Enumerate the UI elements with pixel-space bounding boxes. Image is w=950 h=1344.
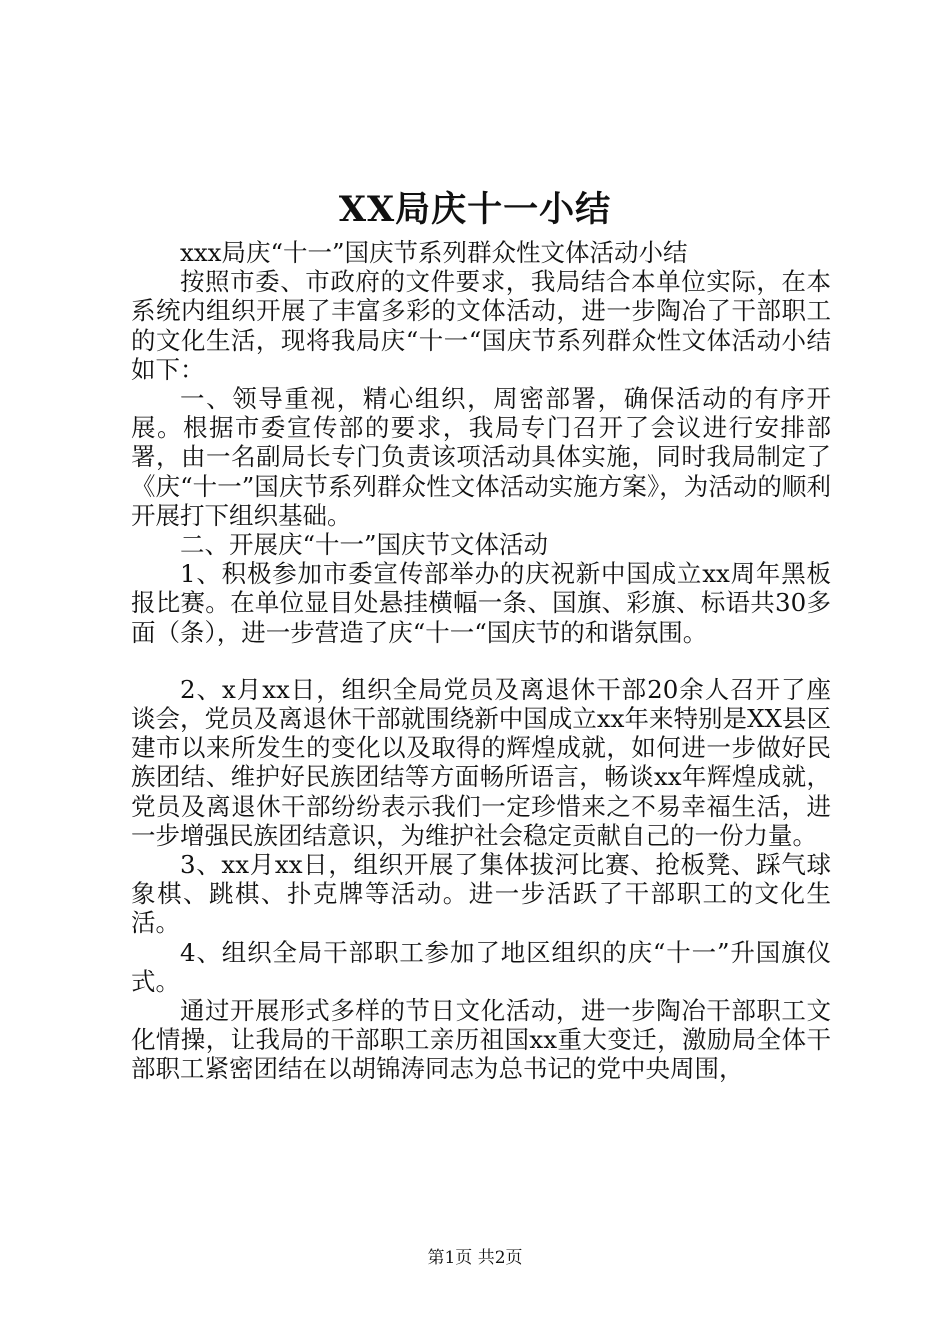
page-number-footer: 第1页 共2页 [427, 1248, 523, 1268]
item-four-paragraph: 4、组织全局干部职工参加了地区组织的庆“十一”升国旗仪式。 [131, 937, 831, 996]
document-title: XX局庆十一小结 [338, 189, 612, 230]
intro-paragraph: 按照市委、市政府的文件要求，我局结合本单位实际，在本系统内组织开展了丰富多彩的文体活动，进一步陶冶了干部职工的文化生活，现将我局庆“十一“国庆节系列群众性文体活动小结如下： [131, 267, 831, 384]
subtitle-paragraph: xxx局庆“十一”国庆节系列群众性文体活动小结 [180, 238, 688, 267]
document-body [131, 238, 831, 1084]
item-three-paragraph: 3、xx月xx日，组织开展了集体拔河比赛、抢板凳、踩气球象棋、跳棋、扑克牌等活动。进一步活跃了干部职工的文化生活。 [131, 850, 831, 938]
item-one-paragraph: 1、积极参加市委宣传部举办的庆祝新中国成立xx周年黑板报比赛。在单位显目处悬挂横幅一条、国旗、彩旗、标语共30多面（条），进一步营造了庆“十一“国庆节的和谐氛围。 [131, 559, 831, 647]
item-two-paragraph: 2、x月xx日，组织全局党员及离退休干部20余人召开了座谈会，党员及离退休干部就围绕新中国成立xx年来特别是XX县区建市以来所发生的变化以及取得的辉煌成就，如何进一步做好民族团结、维护好民族团结等方面畅所语言，畅谈xx年辉煌成就，党员及离退休干部纷纷表示我们一定珍惜来之不易幸福生活，进一步增强民族团结意识，为维护社会稳定贡献自己的一份力量。 [131, 674, 831, 850]
section-one-paragraph: 一、领导重视，精心组织，周密部署，确保活动的有序开展。根据市委宣传部的要求，我局专门召开了会议进行安排部署，由一名副局长专门负责该项活动具体实施，同时我局制定了《庆“十一”国庆节系列群众性文体活动实施方案》，为活动的顺利开展打下组织基础。 [131, 384, 831, 530]
conclusion-paragraph: 通过开展形式多样的节日文化活动，进一步陶冶干部职工文化情操，让我局的干部职工亲历祖国xx重大变迁，激励局全体干部职工紧密团结在以胡锦涛同志为总书记的党中央周围， [131, 996, 831, 1084]
section-two-heading: 二、开展庆“十一”国庆节文体活动 [180, 530, 549, 560]
